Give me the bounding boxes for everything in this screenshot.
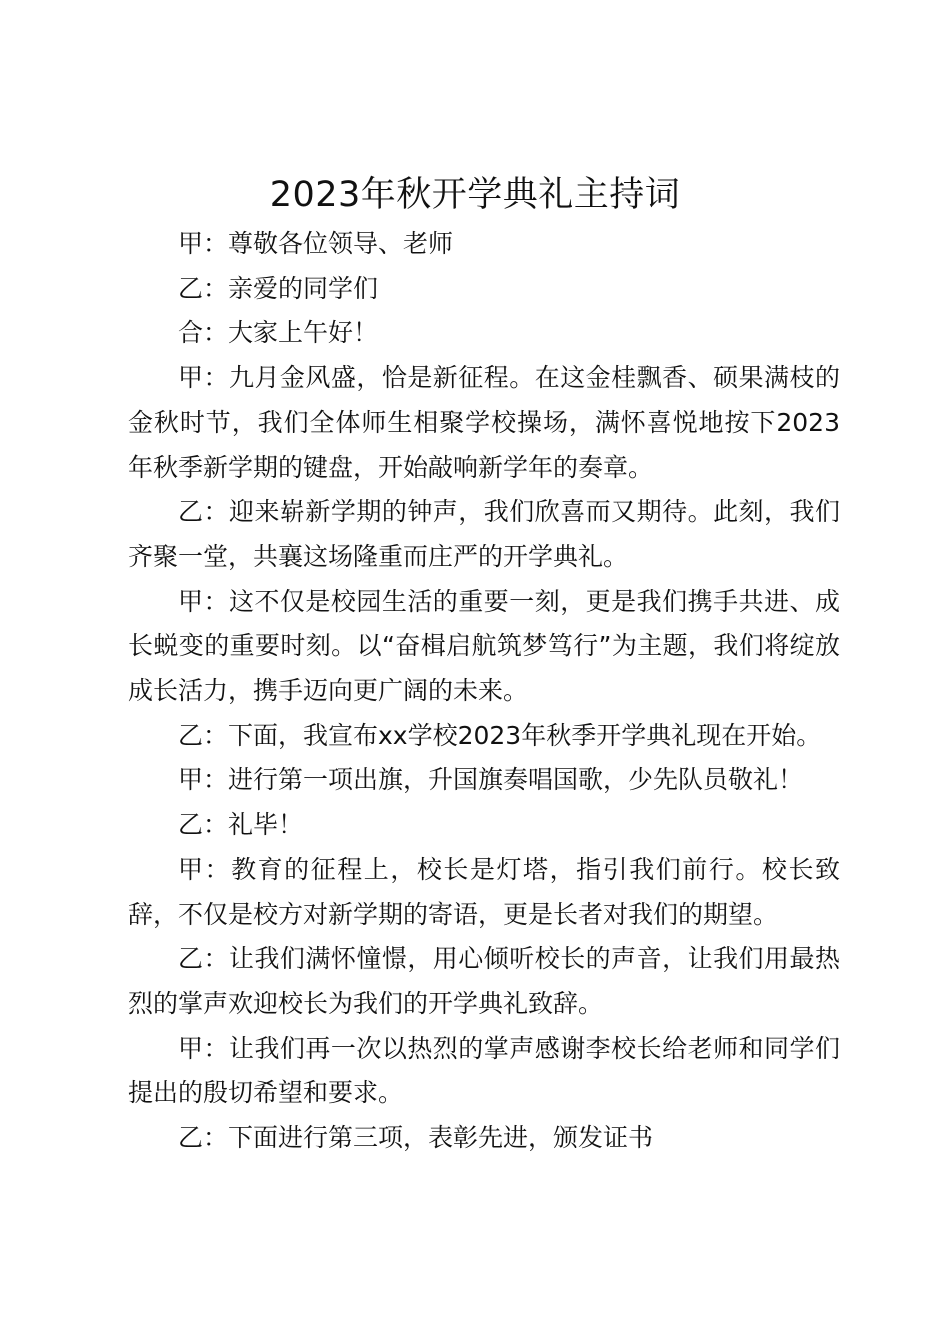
document-title: 2023年秋开学典礼主持词 [269, 175, 681, 215]
paragraph-salute-end: 乙：礼毕！ [178, 810, 304, 840]
paragraph-awards: 乙：下面进行第三项，表彰先进，颁发证书 [178, 1123, 654, 1153]
paragraph-new-semester: 乙：迎来崭新学期的钟声，我们欣喜而又期待。此刻，我们齐聚一堂，共襄这场隆重而庄严的开学典礼。 [128, 497, 840, 571]
paragraph-flag-raising: 甲：进行第一项出旗，升国旗奏唱国歌，少先队员敬礼！ [178, 765, 804, 795]
paragraph-thank-principal: 甲：让我们再一次以热烈的掌声感谢李校长给老师和同学们提出的殷切希望和要求。 [128, 1033, 840, 1108]
paragraph-announce-start: 乙：下面，我宣布xx学校2023年秋季开学典礼现在开始。 [178, 720, 822, 750]
document-body [128, 222, 840, 1161]
paragraph-principal-intro: 甲：教育的征程上，校长是灯塔，指引我们前行。校长致辞，不仅是校方对新学期的寄语，更是长者对我们的期望。 [128, 854, 840, 929]
paragraph-greeting-leaders: 甲：尊敬各位领导、老师 [178, 229, 454, 258]
paragraph-greeting-students: 乙：亲爱的同学们 [178, 273, 379, 303]
paragraph-welcome-principal: 乙：让我们满怀憧憬，用心倾听校长的声音，让我们用最热烈的掌声欢迎校长为我们的开学典礼致辞。 [128, 944, 840, 1018]
paragraph-theme: 甲：这不仅是校园生活的重要一刻，更是我们携手共进、成长蜕变的重要时刻。以“奋楫启航筑梦笃行”为主题，我们将绽放成长活力，携手迈向更广阔的未来。 [128, 586, 840, 706]
paragraph-greeting-all: 合：大家上午好！ [178, 318, 379, 348]
paragraph-opening: 甲：九月金风盛，恰是新征程。在这金桂飘香、硕果满枝的金秋时节，我们全体师生相聚学校操场，满怀喜悦地按下2023年秋季新学期的键盘，开始敲响新学年的奏章。 [128, 363, 840, 482]
